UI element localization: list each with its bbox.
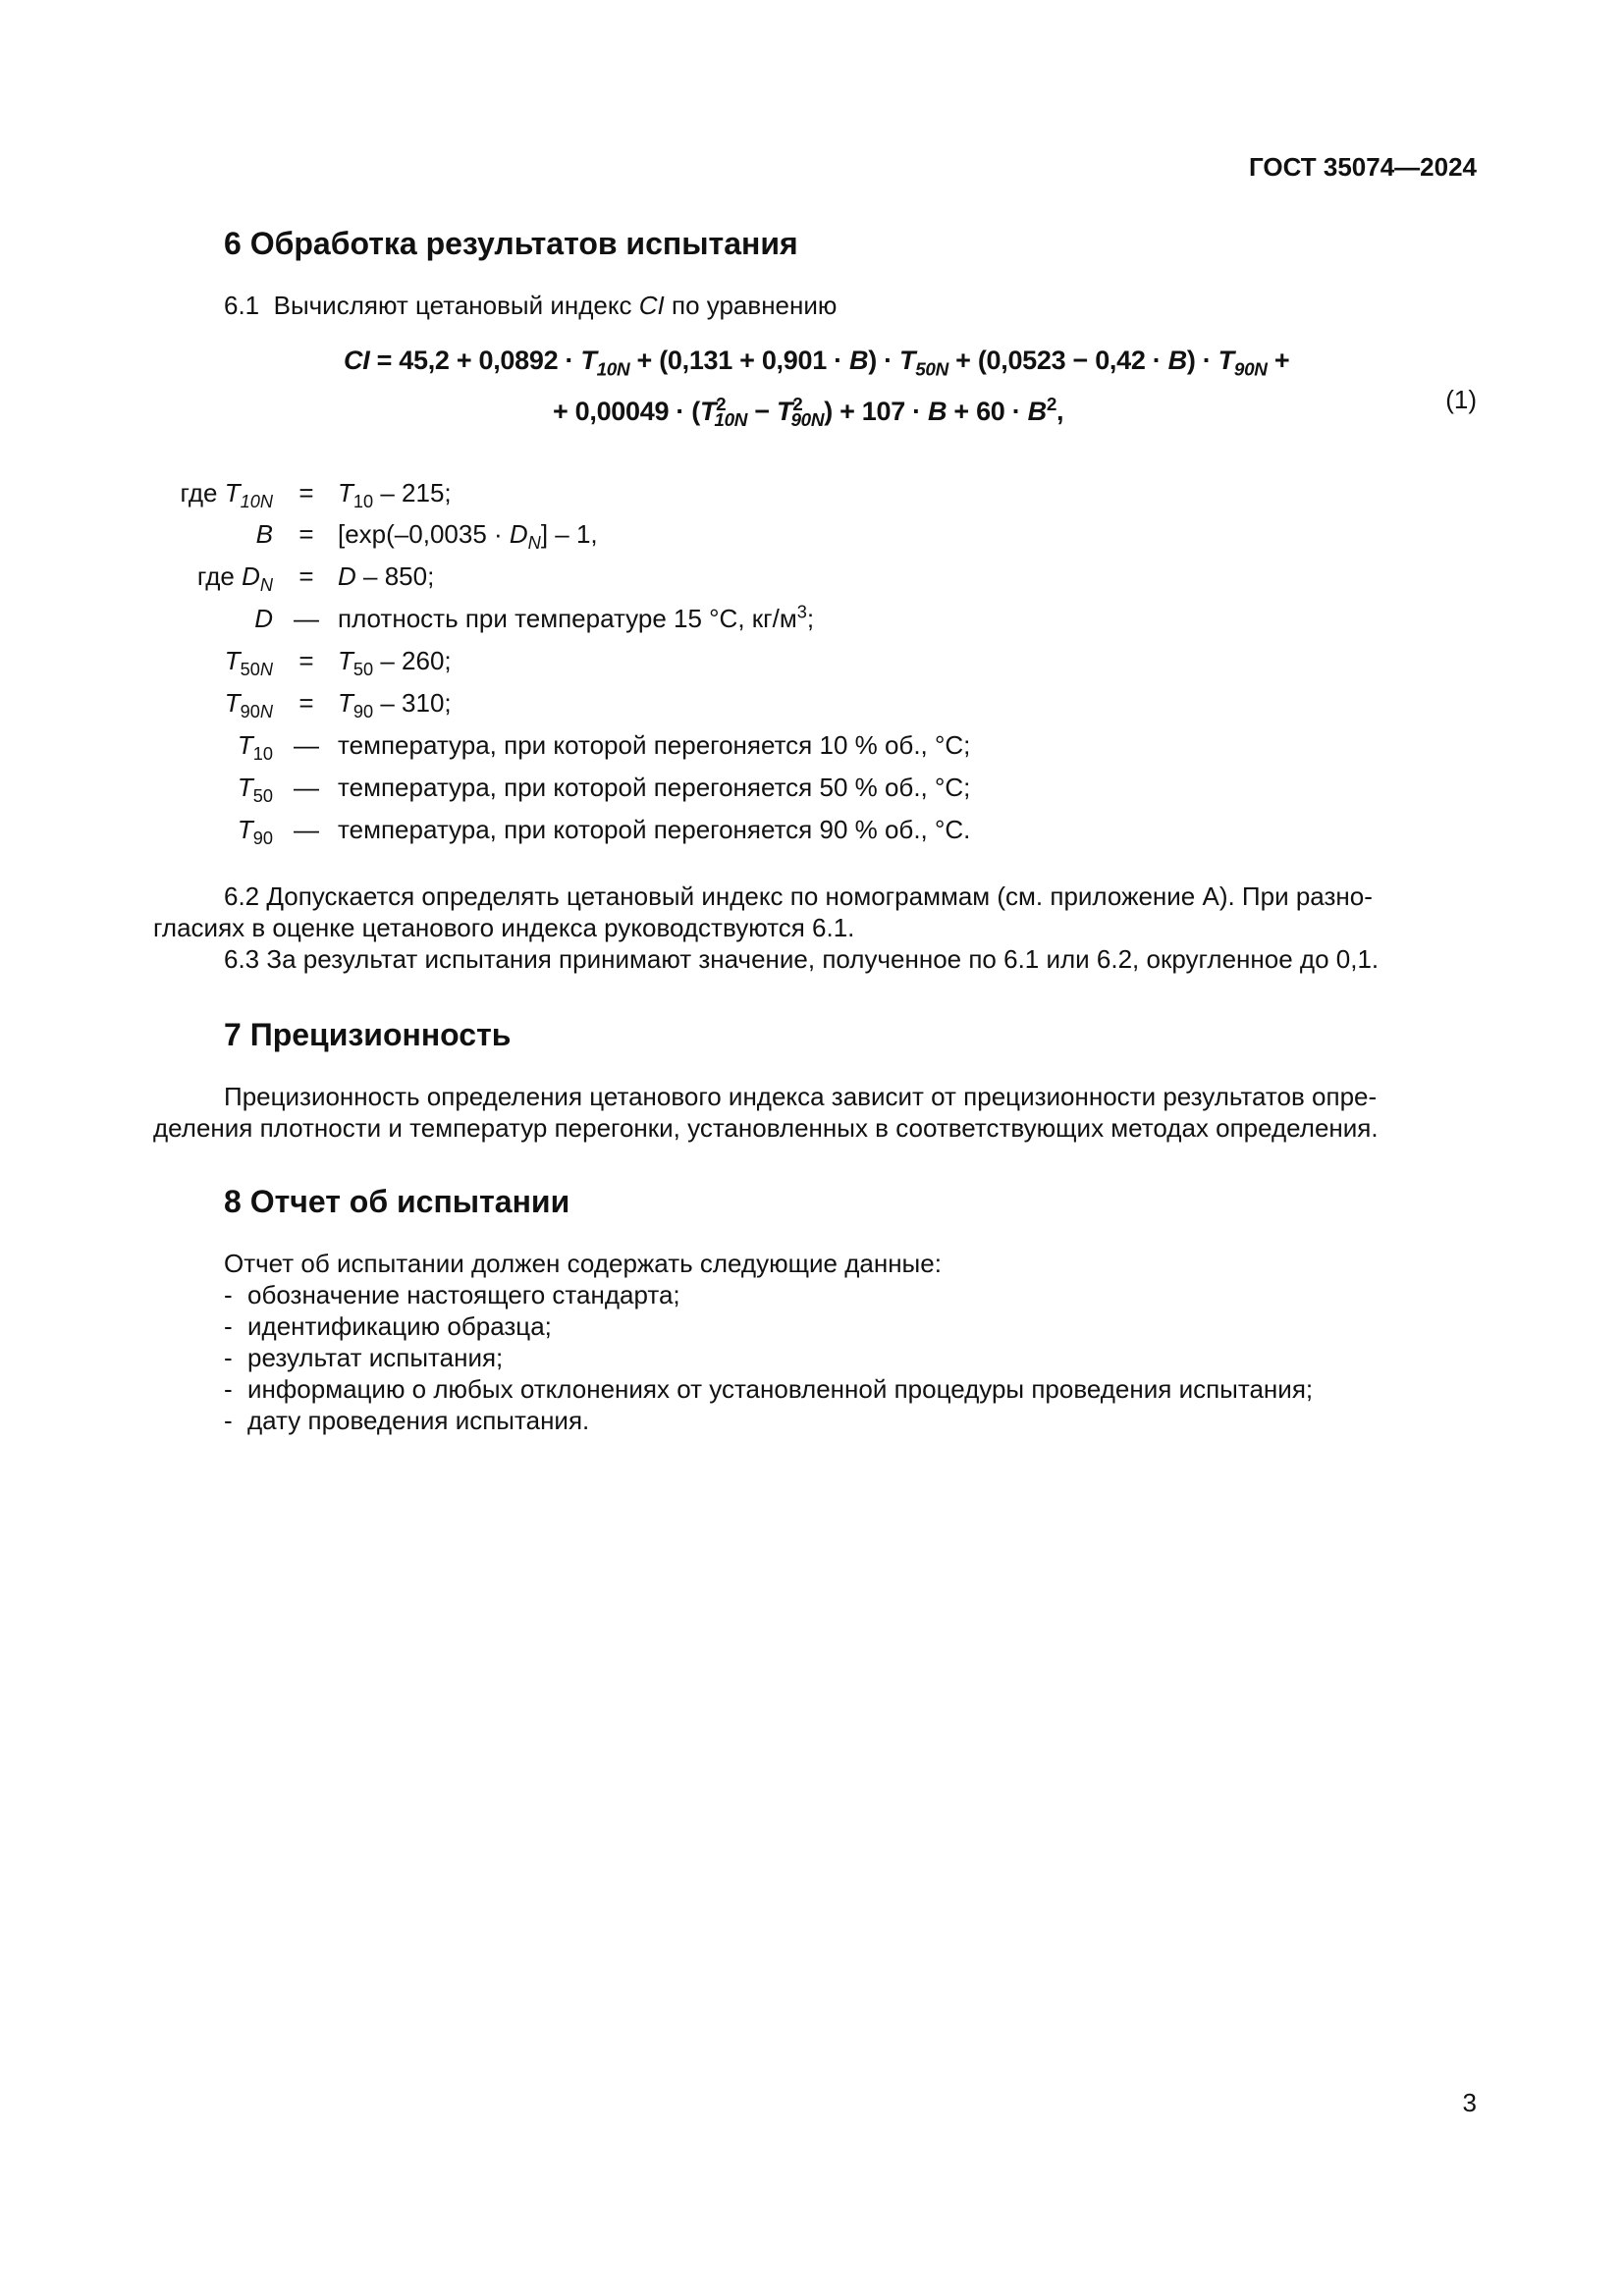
where-row: $T_{90N}$ = $T_{90} - 310$; bbox=[224, 688, 452, 722]
list-item: - результат испытания; bbox=[224, 1343, 504, 1372]
where-row: где $D_N$ = D – 850; bbox=[196, 561, 435, 596]
where-row: B = [$\exp(-0,0035 \cdot D_N] - 1$, bbox=[255, 519, 598, 554]
page-number: 3 bbox=[1462, 2088, 1477, 2117]
section-6-title: 6 Обработка результатов испытания bbox=[224, 226, 798, 261]
where-row: где $T_{10N}$ = $T_{10} - 215$; bbox=[180, 478, 452, 512]
document-header: ГОСТ 35074—2024 bbox=[1249, 152, 1477, 182]
list-item: - информацию о любых отклонениях от установленной процедуры проведения испытания; bbox=[224, 1374, 1314, 1404]
paragraph-6-1: 6.1 Вычисляют цетановый индекс CI по уравнению bbox=[224, 291, 838, 320]
formula-line-1: CI = $45,2 + 0,0892 \cdot T_{10N} + (0,131 + 0,901 \cdot B) \cdot T_{50N} + (0,0523 - 0,42 \cdot B) \cdot T_{90N}$ + bbox=[344, 346, 1290, 381]
section-8-title: 8 Отчет об испытании bbox=[224, 1184, 570, 1219]
paragraph-6-2-line-1: 6.2 Допускается определять цетановый индекс по номограммам (см. приложение А). При разно- bbox=[224, 881, 1373, 911]
list-item: - идентификацию образца; bbox=[224, 1311, 552, 1341]
section-7-line-1: Прецизионность определения цетанового индекса зависит от прецизионности результатов опре- bbox=[224, 1082, 1378, 1111]
section-8-intro: Отчет об испытании должен содержать следующие данные: bbox=[224, 1249, 942, 1278]
equation-number: (1) bbox=[1445, 385, 1477, 414]
section-7-title: 7 Прецизионность bbox=[224, 1017, 512, 1052]
paragraph-6-2-line-2: гласиях в оценке цетанового индекса руководствуются 6.1. bbox=[153, 913, 855, 942]
where-row: D — плотность при температуре 15 °С, $кг/м^3$; bbox=[254, 602, 815, 633]
section-7-line-2: деления плотности и температур перегонки, установленных в соответствующих методах определения. bbox=[153, 1113, 1379, 1143]
formula-line-2: + $0,00049 \cdot (T^2_{10N} - T^2_{90N}) + 107 \cdot B + 60 \cdot B^2$, bbox=[553, 395, 1064, 432]
where-row: $T_{90}$ — температура, при которой перегоняется 90 % об., °С. bbox=[237, 815, 971, 849]
paragraph-6-3: 6.3 За результат испытания принимают значение, полученное по 6.1 или 6.2, округленное до 0,1. bbox=[224, 944, 1380, 974]
where-row: $T_{50}$ — температура, при которой перегоняется 50 % об., °С; bbox=[237, 773, 971, 807]
list-item: - обозначение настоящего стандарта; bbox=[224, 1280, 680, 1309]
where-row: $T_{50N}$ = $T_{50} - 260$; bbox=[224, 646, 452, 680]
where-row: $T_{10}$ — температура, при которой перегоняется 10 % об., °С; bbox=[237, 730, 971, 765]
list-item: - дату проведения испытания. bbox=[224, 1406, 590, 1435]
